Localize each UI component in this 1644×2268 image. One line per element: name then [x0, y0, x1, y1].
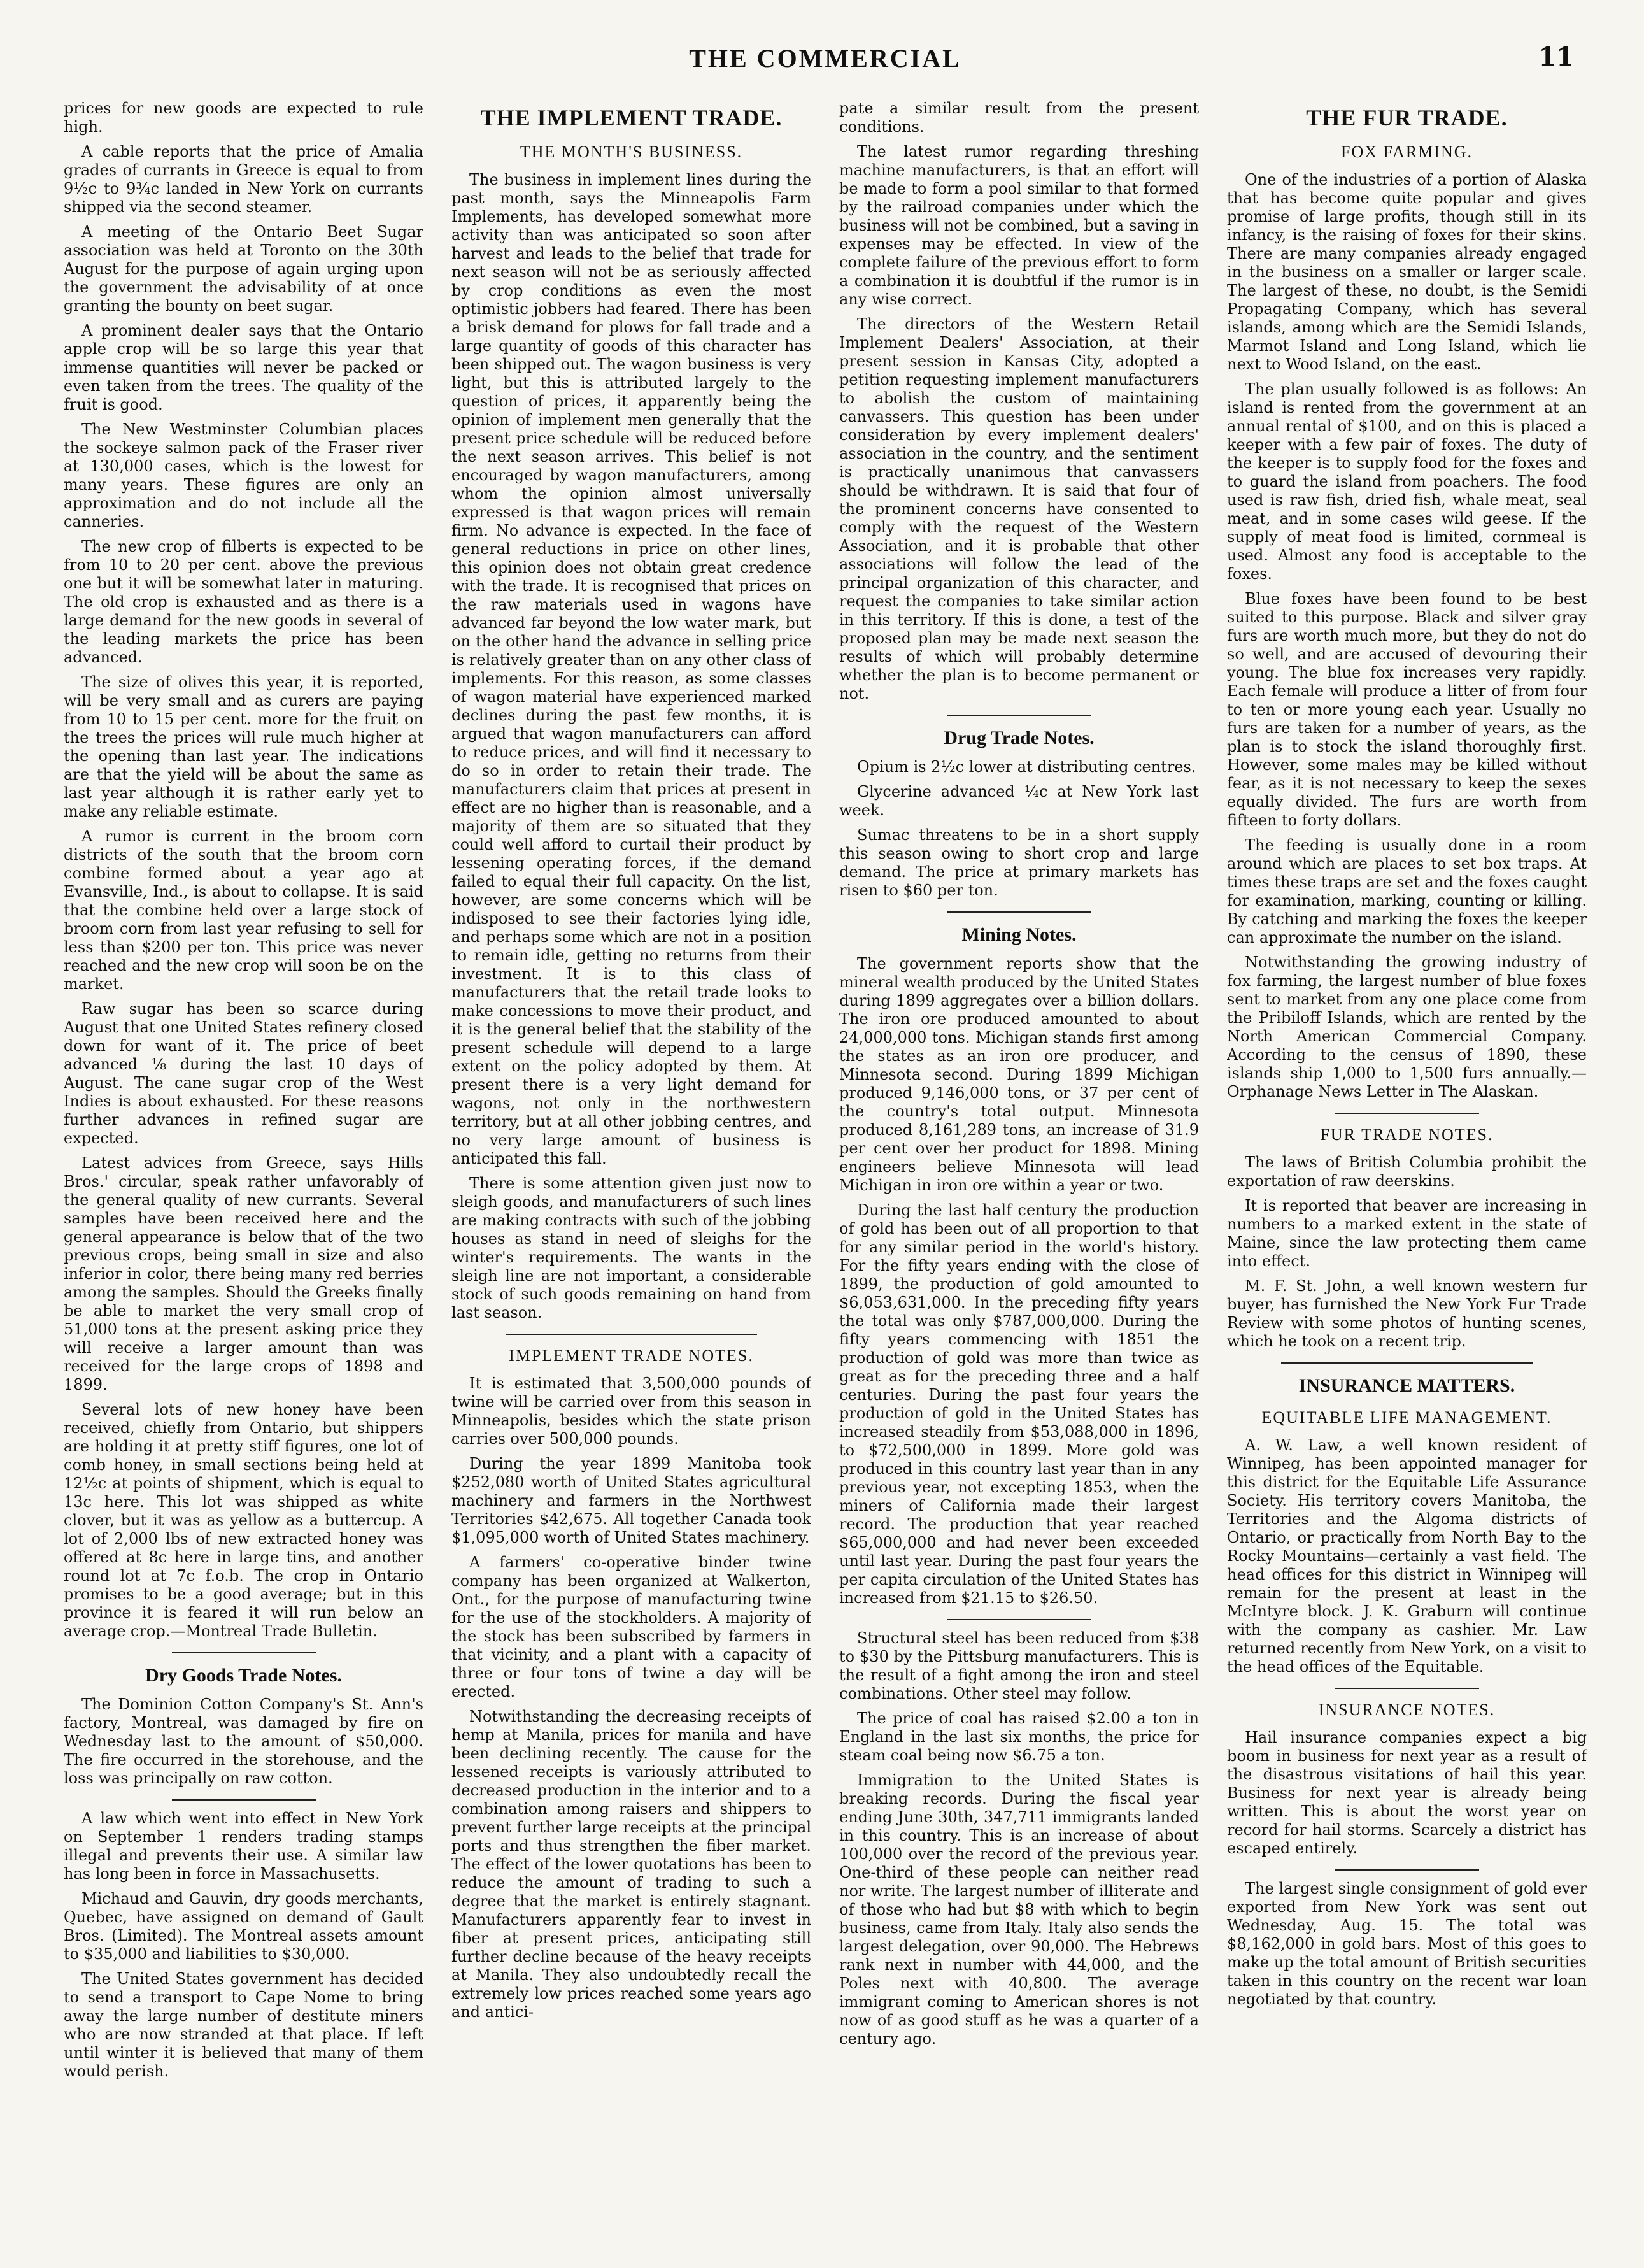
paragraph: The New Westminster Columbian places the sockeye salmon pack of the Fraser river at 130,000 cases, which is the lowest for many years. These figures are only an approximation and do not include all the canneries. — [64, 420, 423, 531]
divider — [1335, 1113, 1479, 1114]
subheading-equitable-life: EQUITABLE LIFE MANAGEMENT. — [1261, 1408, 1552, 1427]
paragraph: The feeding is usually done in a room around which are places to set box traps. At times these traps are set and the foxes caught for examination, marking, counting or killing. By catching and marking the foxes the keeper can approximate the number on the island. — [1227, 836, 1587, 946]
section-heading-insurance: INSURANCE MATTERS. — [1298, 1375, 1515, 1396]
section-heading-implement-trade: THE IMPLEMENT TRADE. — [480, 105, 783, 131]
paragraph: Raw sugar has been so scarce during August that one United States refinery closed down for want of it. The price of beet advanced ⅛ during the last 10 days of August. The cane sugar crop of the West Indies is about exhausted. For these reasons further advances in refined sugar are expected. — [64, 1000, 423, 1147]
paragraph: The business in implement lines during the past month, says the Minneapolis Farm Implements, has developed somewhat more activity than was anticipated so soon after harvest and leads to the belief that trade for next season will not be as seriously affected by crop conditions as even the most optimistic jobbers had feared. There has been a brisk demand for plows for fall trade and a large quantity of goods of this character has been shipped out. The wagon business is very light, but this is attributed largely to the question of prices, it apparently being the opinion of implement men generally that the present price schedule will be reduced before the next season arrives. This belief is not encouraged by wagon manufacturers, among whom the opinion almost universally expressed is that wagon prices will remain firm. No advance is expected. In the face of general reductions in price on other lines, this opinion does not obtain great credence with the trade. It is recognised that prices on the raw materials used in wagons have advanced far beyond the low water mark, but on the other hand the advance in selling price is relatively greater than on any other class of implements. For this reason, as some classes of wagon material have experienced marked declines during the past few months, it is argued that wagon manufacturers can afford to reduce prices, and will find it necessary to do so in order to retain their trade. The manufacturers claim that prices at present in effect are no higher than is reasonable, and a majority of them are so situated that they could well afford to curtail their product by lessening operating forces, if the demand failed to equal their full capacity. On the list, however, are some concerns which will be indisposed to see their factories lying idle, and perhaps some which are not in a position to remain idle, getting no returns from their investment. It is to this class of manufacturers that the retail trade looks to make concessions to move their product, and it is the general belief that the stability of the present schedule will depend to a large extent on the policy adopted by them. At present there is a very light demand for wagons, not only in the northwestern territory, but at all other jobbing centres, and no very large amount of business is anticipated this fall. — [451, 171, 811, 1167]
paragraph: A rumor is current in the broom corn districts of the south that the broom corn combine formed about a year ago at Evansville, Ind., is about to collapse. It is said that the combine held over a large stock of broom corn from last year refusing to sell for less than $200 per ton. This price was never reached and the new crop will soon be on the market. — [64, 827, 423, 993]
paragraph: A meeting of the Ontario Beet Sugar association was held at Toronto on the 30th August for the purpose of again urging upon the government the advisability of at once granting the bounty on beet sugar. — [64, 223, 423, 315]
paragraph: The government reports show that the mineral wealth produced by the United States during 1899 aggregates over a billion dollars. The iron ore produced amounted to about 24,000,000 tons. Michigan stands first among the states as an iron ore producer, and Minnesota second. During 1899 Michigan produced 9,146,000 tons, or 37 per cent of the country's total output. Minnesota produced 8,161,289 tons, an increase of 31.9 per cent over her product for 1898. Mining engineers believe Minnesota will lead Michigan in iron ore within a year or two. — [839, 955, 1199, 1194]
section-heading-drug-trade: Drug Trade Notes. — [944, 727, 1095, 748]
divider — [1281, 1362, 1533, 1364]
article-columns — [64, 99, 1587, 2265]
paragraph: Michaud and Gauvin, dry goods merchants, Quebec, have assigned on demand of Gault Bros. (Limited). The Montreal assets amount to $35,000 and liabilities to $30,000. — [64, 1890, 423, 1963]
divider — [506, 1334, 758, 1335]
divider — [172, 1652, 316, 1653]
paragraph: The plan usually followed is as follows: An island is rented from the government at an annual rental of $100, and on this is placed a keeper with a few pair of foxes. The duty of the keeper is to supply food for the foxes and to guard the island from poachers. The food used is raw fish, dried fish, whale meat, seal meat, and in some cases wild geese. If the supply of meat food is limited, cornmeal is used. Almost any food is acceptable to the foxes. — [1227, 380, 1587, 583]
subheading-fox-farming: FOX FARMING. — [1341, 143, 1473, 161]
divider — [172, 1799, 316, 1801]
subheading-fur-trade-notes: FUR TRADE NOTES. — [1320, 1125, 1494, 1144]
paragraph: The laws of British Columbia prohibit the exportation of raw deerskins. — [1227, 1153, 1587, 1190]
paragraph: M. F. St. John, a well known western fur buyer, has furnished the New York Fur Trade Review with some photos of hunting scenes, which he took on a recent trip. — [1227, 1277, 1587, 1350]
paragraph: Opium is 2½c lower at distributing centres. — [857, 758, 1196, 776]
paragraph: A cable reports that the price of Amalia grades of currants in Greece is equal to from 9½c to 9¾c landed in New York on currants shipped via the second steamer. — [64, 143, 423, 216]
paragraph: The largest single consignment of gold ever exported from New York was sent out Wednesday, Aug. 15. The total was $8,162,000 in gold bars. Most of this goes to make up the total amount of British securities taken in this country on the recent war loan negotiated by that country. — [1227, 1879, 1587, 2008]
column-2 — [451, 99, 811, 2265]
divider — [1335, 1869, 1479, 1871]
paragraph: Glycerine advanced ¼c at New York last week. — [839, 783, 1199, 819]
paragraph: pate a similar result from the present conditions. — [839, 99, 1199, 136]
paragraph: The Dominion Cotton Company's St. Ann's factory, Montreal, was damaged by fire on Wednesday last to the amount of $50,000. The fire occurred in the storehouse, and the loss was principally on raw cotton. — [64, 1695, 423, 1787]
page-number: 11 — [1538, 42, 1574, 72]
section-heading-dry-goods: Dry Goods Trade Notes. — [145, 1665, 342, 1686]
subheading-insurance-notes: INSURANCE NOTES. — [1318, 1701, 1496, 1719]
paragraph: Immigration to the United States is breaking records. During the fiscal year ending June 30th, 347,711 immigrants landed in this country. This is an increase of about 100,000 over the record of the previous year. One-third of these people can neither read nor write. The largest number of illiterate and of those who had but $8 with which to begin business, came from Italy. Italy also sends the largest delegation, over 90,000. The Hebrews rank next in number with 44,000, and the Poles next with 40,800. The average immigrant coming to American shores is not now of as good stuff as he was a quarter of a century ago. — [839, 1771, 1199, 2048]
column-1 — [64, 99, 423, 2265]
paragraph: There is some attention given just now to sleigh goods, and manufacturers of such lines are making contracts with such of the jobbing houses as stand in need of sleighs for the winter's requirements. The wants in the sleigh line are not important, a considerable stock of such goods remaining on hand from last season. — [451, 1174, 811, 1322]
divider — [947, 911, 1091, 913]
section-heading-fur-trade: THE FUR TRADE. — [1306, 105, 1508, 131]
paragraph: Notwithstanding the decreasing receipts of hemp at Manila, prices for manila and have been declining recently. The cause for the lessened receipts is variously attributed to decreased production in the interior and to a combination among raisers and shippers to prevent further large receipts at the principal ports and thus strengthen the fiber market. The effect of the lower quotations has been to reduce the amount of trading to such a degree that the market is entirely stagnant. Manufacturers apparently fear to invest in fiber at present prices, anticipating still further decline because of the heavy receipts at Manila. They also undoubtedly recall the extremely low prices reached some years ago and antici- — [451, 1708, 811, 2021]
paragraph: Sumac threatens to be in a short supply this season owing to short crop and large demand. The price at primary markets has risen to $60 per ton. — [839, 826, 1199, 899]
paragraph: During the year 1899 Manitoba took $252,080 worth of United States agricultural machinery and farmers in the Northwest Territories $42,675. All together Canada took $1,095,000 worth of United States machinery. — [451, 1455, 811, 1546]
paragraph: The latest rumor regarding threshing machine manufacturers, is that an effort will be made to form a pool similar to that formed by the railroad companies under which the business will not be combined, but a saving in expenses may be effected. In view of the complete failure of the previous effort to form a combination it is doubtful if the rumor is in any wise correct. — [839, 143, 1199, 308]
column-3 — [839, 99, 1199, 2265]
paragraph: Structural steel has been reduced from $38 to $30 by the Pittsburg manufacturers. This is the result of a fight among the iron and steel combinations. Other steel may follow. — [839, 1629, 1199, 1702]
masthead — [64, 38, 1587, 83]
section-heading-mining: Mining Notes. — [961, 924, 1077, 945]
paragraph: The size of olives this year, it is reported, will be very small and as curers are paying from 10 to 15 per cent. more for the fruit on the trees the prices will rule much higher at the opening than last year. The indications are that the yield will be about the same as last year although it is rather early yet to make any reliable estimate. — [64, 673, 423, 820]
divider — [1335, 1688, 1479, 1689]
paragraph: Notwithstanding the growing industry of fox farming, the largest number of blue foxes sent to market from any one place come from the Pribiloff Islands, which are rented by the North American Commercial Company. According to the census of 1890, these islands ship 1,000 to 1,500 furs annually.—Orphanage News Letter in The Alaskan. — [1227, 953, 1587, 1101]
paragraph: It is reported that beaver are increasing in numbers to a marked extent in the state of Maine, since the law protecting them came into effect. — [1227, 1197, 1587, 1270]
paragraph: During the last half century the production of gold has been out of all proportion to that for any similar period in the world's history. For the fifty years ending with the close of 1899, the production of gold amounted to $6,053,631,000. In the preceding fifty years the total was only $787,000,000. During the fifty years commencing with 1851 the production of gold was more than twice as great as for the preceding three and a half centuries. During the past four years the production of gold in the United States has increased steadily from $53,088,000 in 1896, to $72,500,000 in 1899. More gold was produced in this country last year than in any previous year, not excepting 1853, when the miners of California made their largest record. The production that year reached $65,000,000 and had never been exceeded until last year. During the past four years the per capita circulation of the United States has increased from $21.15 to $26.50. — [839, 1201, 1199, 1607]
paragraph: prices for new goods are expected to rule high. — [64, 99, 423, 136]
subheading-implement-trade-notes: IMPLEMENT TRADE NOTES. — [509, 1346, 754, 1365]
paragraph: A farmers' co-operative binder twine company has been organized at Walkerton, Ont., for the purpose of manufacturing twine for the use of the stockholders. A majority of the stock has been subscribed by farmers in that vicinity, and a plant with a capacity of three or four tons of twine a day will be erected. — [451, 1553, 811, 1701]
paragraph: Blue foxes have been found to be best suited to this purpose. Black and silver gray furs are worth much more, but they do not do so well, and are accused of devouring their young. The blue fox increases very rapidly. Each female will produce a litter of from four to ten or more young each year. Usually no furs are taken for a number of years, as the plan is to stock the island thoroughly first. However, some males may be killed without fear, as it is not necessary to keep the sexes equally divided. The furs are worth from fifteen to forty dollars. — [1227, 590, 1587, 829]
column-4 — [1227, 99, 1587, 2265]
paragraph: One of the industries of a portion of Alaska that has become quite popular and gives promise of large profits, though still in its infancy, is the raising of foxes for their skins. There are many companies already engaged in the business on a smaller or larger scale. The largest of these, no doubt, is the Semidi Propagating Company, which has several islands, among which are the Semidi Islands, Marmot Island and Long Island, which lie next to Wood Island, on the east. — [1227, 171, 1587, 373]
paragraph: Latest advices from Greece, says Hills Bros.' circular, speak rather unfavorably of the general quality of new currants. Several samples have been received here and the general appearance is below that of the two previous crops, being small in size and also inferior in color, there being many red berries among the samples. Should the Greeks finally be able to market the very small crop of 51,000 tons at the present asking price they will receive a larger amount than was received for the large crops of 1898 and 1899. — [64, 1154, 423, 1394]
paragraph: A prominent dealer says that the Ontario apple crop will be so large this year that immense quantities will never be packed or even taken from the trees. The quality of the fruit is good. — [64, 322, 423, 413]
paragraph: A law which went into effect in New York on September 1 renders trading stamps illegal and prevents their use. A similar law has long been in force in Massachusetts. — [64, 1809, 423, 1883]
divider — [947, 715, 1091, 716]
paragraph: It is estimated that 3,500,000 pounds of twine will be carried over from this season in Minneapolis, besides which the state prison carries over 500,000 pounds. — [451, 1374, 811, 1448]
divider — [947, 1619, 1091, 1620]
paragraph: The directors of the Western Retail Implement Dealers' Association, at their present session in Kansas City, adopted a petition requesting implement manufacturers to abolish the custom of maintaining canvassers. This question has been under consideration by every implement dealers' association in the country, and the sentiment is practically unanimous that canvassers should be withdrawn. It is said that four of the prominent concerns have consented to comply with the request of the Western Association, and it is probable that other associations will follow the lead of the principal organization of this character, and request the companies to take similar action in this territory. If this is done, a test of the proposed plan may be made next season the results of which will probably determine whether the plan is to become permanent or not. — [839, 315, 1199, 703]
paragraph: Several lots of new honey have been received, chiefly from Ontario, but shippers are holding it at pretty stiff figures, one lot of comb honey, in small sections being held at 12½c at points of shipment, which is equal to 13c here. This lot was shipped as white clover, but it was as yellow as a buttercup. A lot of 2,000 lbs of new extracted honey was offered at 8c here in large tins, and another round lot at 7c f.o.b. The crop in Ontario promises to be a good average; but in this province it is feared it will run below an average crop.—Montreal Trade Bulletin. — [64, 1401, 423, 1640]
subheading-months-business: THE MONTH'S BUSINESS. — [520, 143, 743, 161]
paragraph: A. W. Law, a well known resident of Winnipeg, has been appointed manager for this district for the Equitable Life Assurance Society. His territory covers Manitoba, the Territories and the Algoma districts of Ontario, or practically from North Bay to the Rocky Mountains—certainly a vast field. The head offices for this district in Winnipeg will remain for the present at least in the McIntyre block. J. K. Graburn will continue with the company as cashier. Mr. Law returned recently from New York, on a visit to the head offices of the Equitable. — [1227, 1436, 1587, 1676]
paragraph: The price of coal has raised $2.00 a ton in England in the last six months, the price for steam coal being now $6.75 a ton. — [839, 1709, 1199, 1764]
paragraph: The new crop of filberts is expected to be from 10 to 20 per cent. above the previous one but it will be somewhat later in maturing. The old crop is exhausted and as there is a large demand for the new goods in several of the leading markets the price has been advanced. — [64, 538, 423, 666]
publication-title: THE COMMERCIAL — [689, 44, 961, 73]
paragraph: Hail insurance companies expect a big boom in business for next year as a result of the disastrous visitations of hail this year. Business for next year is already being written. This is about the worst year on record for hail storms. Scarcely a district has escaped entirely. — [1227, 1729, 1587, 1857]
paragraph: The United States government has decided to send a transport to Cape Nome to bring away the large number of destitute miners who are now stranded at that place. If left until winter it is believed that many of them would perish. — [64, 1970, 423, 2080]
